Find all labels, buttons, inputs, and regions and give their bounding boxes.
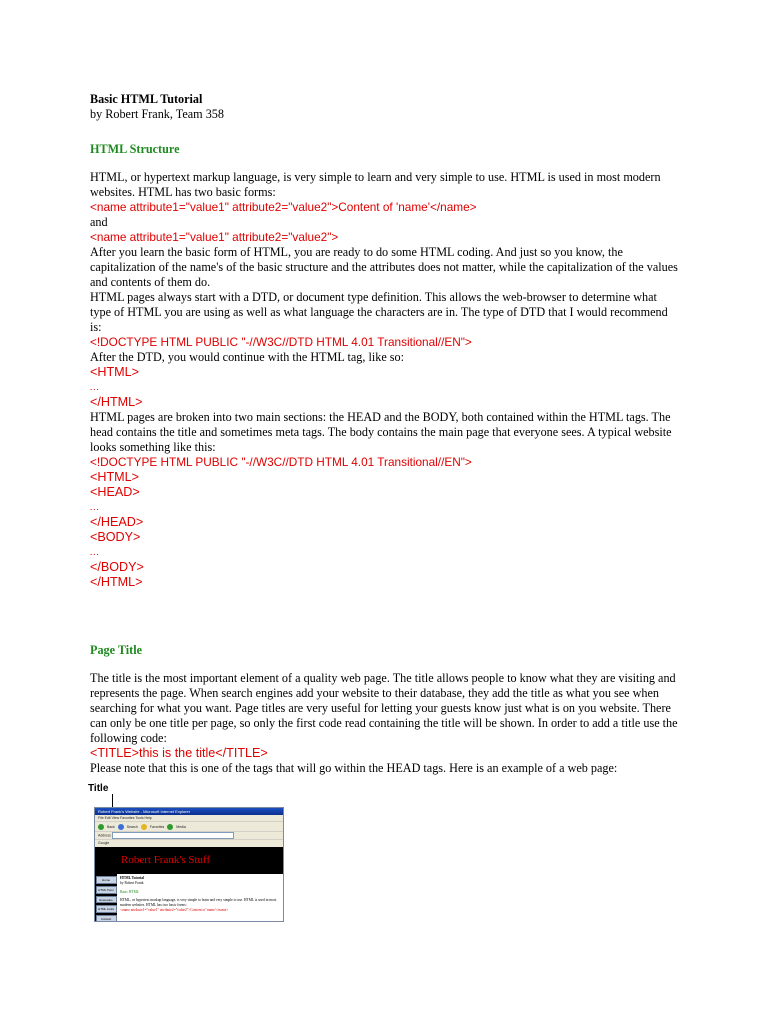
- site-main-title: HTML Tutorial: [120, 876, 145, 880]
- section-heading-page-title: Page Title: [90, 643, 143, 657]
- code-line: <BODY>: [90, 530, 141, 544]
- toolbar-label: Search: [126, 824, 138, 829]
- paragraph: After the DTD, you would continue with the HTML tag, like so:: [90, 350, 404, 364]
- code-ellipsis: ...: [90, 382, 100, 392]
- media-icon: [167, 824, 173, 830]
- site-main-author: by Robert Frank: [120, 881, 144, 885]
- site-nav-button: Home: [96, 876, 117, 884]
- code-line: </HEAD>: [90, 515, 144, 529]
- toolbar-label: Favorites: [149, 824, 165, 829]
- site-nav: [95, 874, 117, 922]
- document-title: Basic HTML Tutorial: [90, 92, 203, 106]
- favorites-icon: [141, 824, 147, 830]
- figure-label: Title: [88, 783, 109, 794]
- site-body: [95, 874, 283, 922]
- code-line: <!DOCTYPE HTML PUBLIC "-//W3C//DTD HTML 4.01 Transitional//EN">: [90, 335, 472, 349]
- section-heading-html-structure: HTML Structure: [90, 142, 180, 156]
- code-line: </BODY>: [90, 560, 144, 574]
- code-ellipsis: ...: [90, 547, 100, 557]
- toolbar-label: Back: [107, 824, 115, 829]
- site-main-text: HTML, or hypertext markup language, is very simple to learn and very simple to use. HTML is used in most modern websites. HTML has two basic forms:: [120, 898, 277, 907]
- site-main-content: [117, 874, 283, 922]
- paragraph: HTML, or hypertext markup language, is very simple to learn and very simple to use. HTML is used in most modern websites. HTML has two basic forms:: [90, 170, 661, 199]
- browser-screenshot-figure: [88, 781, 288, 921]
- browser-menubar: File Edit View Favorites Tools Help: [95, 815, 283, 821]
- paragraph: Please note that this is one of the tags that will go within the HEAD tags. Here is an example of a web page:: [90, 761, 618, 775]
- code-ellipsis: ...: [90, 502, 100, 512]
- address-label: Address: [98, 833, 111, 838]
- document-author: by Robert Frank, Team 358: [90, 107, 224, 121]
- back-icon: [98, 824, 104, 830]
- site-nav-button: Contact: [96, 915, 117, 922]
- site-nav-button: HTML Links: [96, 905, 117, 913]
- site-banner: Robert Frank's Stuff: [95, 847, 283, 874]
- code-line: <TITLE>this is the title</TITLE>: [90, 746, 268, 760]
- code-line: </HTML>: [90, 395, 143, 409]
- search-icon: [118, 824, 124, 830]
- code-line: <name attribute1="value1" attribute2="value2">: [90, 230, 339, 244]
- browser-addressbar: [95, 831, 283, 839]
- site-main-code: <name attribute1="value1" attribute2="value2">Content of 'name'</name>: [120, 908, 229, 912]
- code-line: </HTML>: [90, 575, 143, 589]
- paragraph: HTML pages are broken into two main sections: the HEAD and the BODY, both contained within the HTML tags. The head contains the title and sometimes meta tags. The body contains the main page that everyone sees. A typical website looks something like this:: [90, 410, 672, 454]
- toolbar-label: Media: [176, 824, 186, 829]
- code-line: <name attribute1="value1" attribute2="value2">Content of 'name'</name>: [90, 200, 477, 214]
- site-nav-button: HTML Tutor: [96, 886, 117, 894]
- site-nav-button: Examples: [96, 896, 117, 904]
- browser-toolbar: [95, 821, 283, 831]
- paragraph: The title is the most important element of a quality web page. The title allows people to know what they are visiting and represents the page. When search engines add your website to their database, they add the title as what you see when searching for what you want. Page titles are very useful for letting your guests know just what is on you website. There can only be one title per page, so only the first code read containing the title will be shown. In order to add a title use the following code:: [90, 671, 678, 745]
- paragraph: After you learn the basic form of HTML, you are ready to do some HTML coding. And just so you know, the capitalization of the name's of the basic structure and the attributes does not matter, while the capitalization of the values and contents of them do.: [90, 245, 678, 289]
- document-content: [90, 92, 680, 776]
- code-line: <HEAD>: [90, 485, 140, 499]
- browser-google-toolbar: [95, 839, 283, 847]
- code-line: <HTML>: [90, 470, 139, 484]
- browser-titlebar: Robert Frank's Website - Microsoft Internet Explorer: [95, 808, 283, 815]
- paragraph: and: [90, 215, 108, 229]
- paragraph: HTML pages always start with a DTD, or document type definition. This allows the web-browser to determine what type of HTML you are using as well as what language the characters are in. The type of DTD that I would recommend is:: [90, 290, 668, 334]
- google-label: Google: [98, 841, 110, 845]
- address-field: [112, 832, 234, 839]
- code-line: <HTML>: [90, 365, 139, 379]
- site-main-heading: Basic HTML: [120, 890, 140, 894]
- code-line: <!DOCTYPE HTML PUBLIC "-//W3C//DTD HTML 4.01 Transitional//EN">: [90, 455, 472, 469]
- browser-screenshot: [94, 807, 284, 922]
